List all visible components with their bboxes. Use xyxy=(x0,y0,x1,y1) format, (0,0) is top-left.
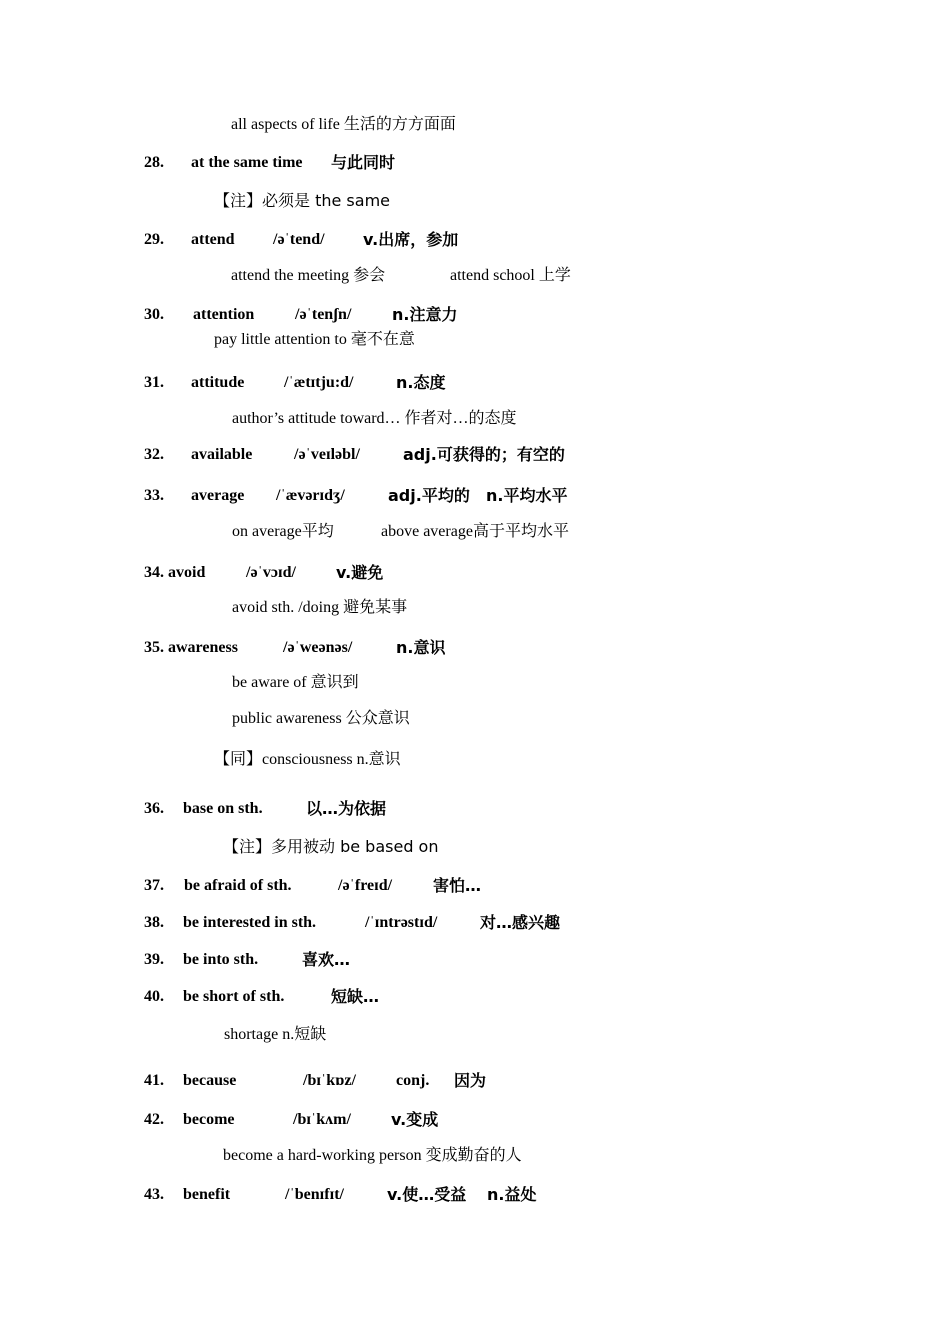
entry-meaning: 以…为依据 xyxy=(306,799,387,818)
entry-meaning: v.出席，参加 xyxy=(363,230,459,249)
entry-word: attitude xyxy=(191,374,245,391)
entry-meaning: v.使…受益 xyxy=(387,1185,467,1204)
example-text: attend the meeting 参会 xyxy=(231,267,386,284)
example-text: attend school 上学 xyxy=(450,267,571,284)
entry-number: 28. xyxy=(144,154,164,171)
entry-phonetic: /əˈvɔɪd/ xyxy=(246,564,296,581)
example-line: shortage n.短缺 xyxy=(224,1026,327,1043)
entry-meaning: n.平均水平 xyxy=(486,486,568,505)
entry-word: base on sth. xyxy=(183,800,263,817)
entry-phonetic: /ˈætɪtju:d/ xyxy=(284,374,354,391)
entry-number: 43. xyxy=(144,1186,164,1203)
note-line: 【注】多用被动 be based on xyxy=(223,837,439,856)
entry-number: 37. xyxy=(144,877,164,894)
entry-meaning: 喜欢… xyxy=(302,950,351,969)
entry-phonetic: /bɪˈkʌm/ xyxy=(293,1111,351,1128)
entry-number: 41. xyxy=(144,1072,164,1089)
example-line: become a hard-working person 变成勤奋的人 xyxy=(223,1147,522,1164)
entry-word: 34. avoid xyxy=(144,564,206,581)
entry-meaning: 因为 xyxy=(454,1071,487,1090)
entry-word: become xyxy=(183,1111,235,1128)
entry-meaning: 与此同时 xyxy=(331,153,396,172)
entry-phonetic: /əˈveɪləbl/ xyxy=(294,446,360,463)
example-line xyxy=(231,115,456,135)
entry-number: 30. xyxy=(144,306,164,323)
example-line: author’s attitude toward… 作者对…的态度 xyxy=(232,410,517,427)
entry-pos: conj. xyxy=(396,1072,430,1089)
entry-number: 33. xyxy=(144,487,164,504)
entry-word: average xyxy=(191,487,245,504)
entry-phonetic: /əˈtend/ xyxy=(273,231,325,248)
entry-meaning: n.益处 xyxy=(487,1185,537,1204)
entry-meaning: v.避免 xyxy=(336,563,384,582)
entry-meaning: 对…感兴趣 xyxy=(480,913,561,932)
entry-word: attend xyxy=(191,231,235,248)
entry-word: because xyxy=(183,1072,237,1089)
entry-number: 32. xyxy=(144,446,164,463)
entry-meaning: adj.可获得的；有空的 xyxy=(403,445,565,464)
entry-number: 36. xyxy=(144,800,164,817)
entry-word: be into sth. xyxy=(183,951,259,968)
entry-phonetic: /ˈɪntrəstɪd/ xyxy=(365,914,438,931)
example-line: pay little attention to 毫不在意 xyxy=(214,331,415,348)
entry-phonetic: /əˈtenʃn/ xyxy=(295,306,352,323)
note-line: 【同】consciousness n.意识 xyxy=(214,751,401,768)
entry-word: benefit xyxy=(183,1186,231,1203)
entry-phonetic: /ˈbenɪfɪt/ xyxy=(285,1186,344,1203)
entry-number: 42. xyxy=(144,1111,164,1128)
entry-meaning: 短缺… xyxy=(331,987,380,1006)
example-line: be aware of 意识到 xyxy=(232,674,359,691)
example-line: public awareness 公众意识 xyxy=(232,710,410,727)
entry-word: attention xyxy=(193,306,255,323)
entry-meaning: n.意识 xyxy=(396,638,446,657)
entry-meaning: v.变成 xyxy=(391,1110,439,1129)
entry-word: at the same time xyxy=(191,154,303,171)
entry-meaning: 害怕… xyxy=(433,876,482,895)
entry-word: be interested in sth. xyxy=(183,914,317,931)
entry-number: 39. xyxy=(144,951,164,968)
example-text: on average平均 xyxy=(232,523,334,540)
entry-word: available xyxy=(191,446,253,463)
entry-phonetic: /ˈævərɪdʒ/ xyxy=(276,487,345,504)
example-text: above average高于平均水平 xyxy=(381,523,569,540)
entry-phonetic: /əˈfreɪd/ xyxy=(338,877,393,894)
entry-phonetic: /bɪˈkɒz/ xyxy=(303,1072,356,1089)
entry-word: be short of sth. xyxy=(183,988,285,1005)
entry-meaning: n.态度 xyxy=(396,373,446,392)
entry-phonetic: /əˈweənəs/ xyxy=(283,639,353,656)
note-line: 【注】必须是 the same xyxy=(214,191,391,210)
example-line: avoid sth. /doing 避免某事 xyxy=(232,599,408,616)
entry-number: 40. xyxy=(144,988,164,1005)
entry-word: be afraid of sth. xyxy=(184,877,292,894)
entry-meaning: adj.平均的 xyxy=(388,486,470,505)
entry-word: 35. awareness xyxy=(144,639,238,656)
entry-meaning: n.注意力 xyxy=(392,305,458,324)
example-text: all aspects of life 生活的方方面面 xyxy=(231,116,456,133)
entry-number: 31. xyxy=(144,374,164,391)
entry-number: 29. xyxy=(144,231,164,248)
entry-number: 38. xyxy=(144,914,164,931)
